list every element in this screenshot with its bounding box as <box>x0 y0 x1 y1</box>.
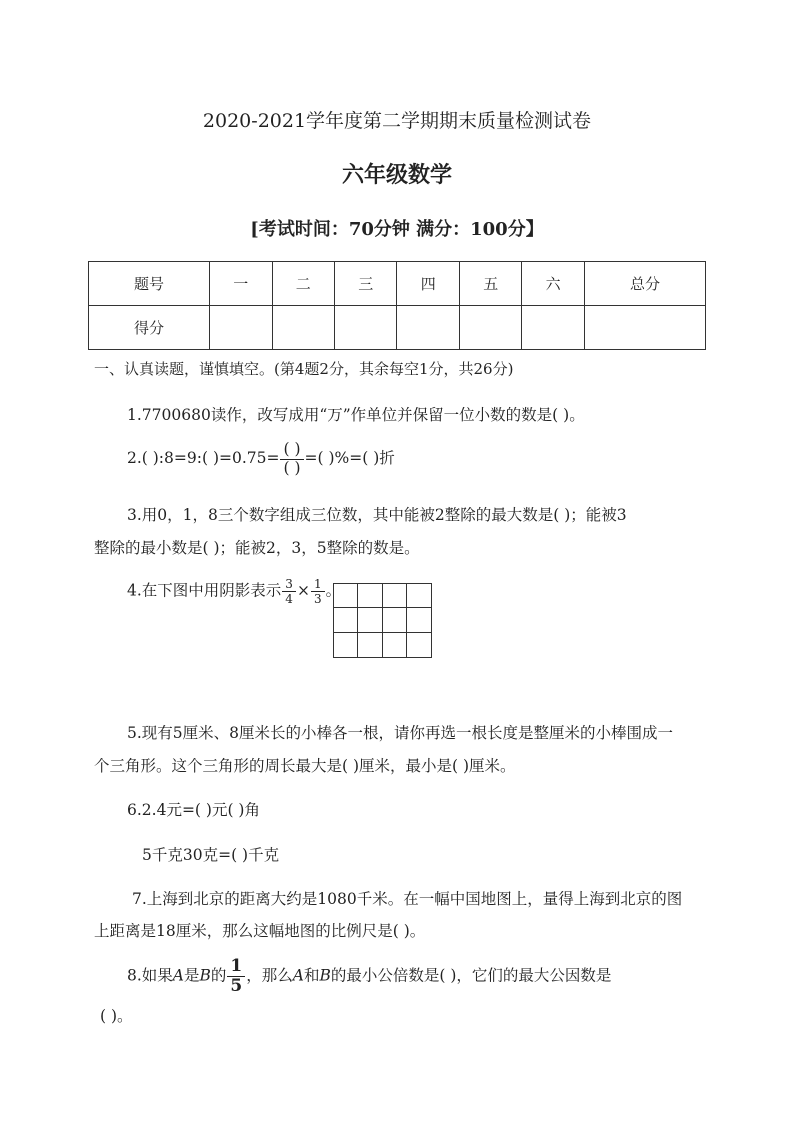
variable-b: B <box>319 966 331 985</box>
fraction <box>311 578 325 605</box>
question-6-line-2: 5千克30克=( )千克 <box>142 846 280 864</box>
table-cell: 六 <box>522 262 584 306</box>
question-4-end: 。 <box>325 581 342 600</box>
grid-cell[interactable] <box>383 633 407 657</box>
fraction-numerator: ( ) <box>280 442 303 460</box>
score-cell[interactable] <box>272 306 334 350</box>
table-cell: 得分 <box>89 306 210 350</box>
grid-cell[interactable] <box>407 608 431 632</box>
table-row <box>89 262 706 306</box>
exam-title: 2020-2021学年度第二学期期末质量检测试卷 <box>202 110 592 132</box>
question-6-line-1: 6.2.4元=( )元( )角 <box>127 801 260 819</box>
subject-title: 六年级数学 <box>341 162 452 188</box>
question-4-text: 4.在下图中用阴影表示 <box>127 581 282 600</box>
grid-cell[interactable] <box>407 633 431 657</box>
grid-cell[interactable] <box>407 584 431 608</box>
shading-grid[interactable] <box>333 583 432 658</box>
question-3-line-2: 整除的最小数是( )；能被2，3，5整除的数是。 <box>94 539 420 557</box>
variable-b: B <box>199 966 211 985</box>
q8-text: ，那么 <box>246 966 293 985</box>
fraction <box>282 578 296 605</box>
grid-cell[interactable] <box>358 608 382 632</box>
question-5-line-1: 5.现有5厘米、8厘米长的小棒各一根，请你再选一根长度是整厘米的小棒围成一 <box>127 724 674 742</box>
fraction-numerator: 1 <box>311 578 325 592</box>
table-cell: 一 <box>210 262 272 306</box>
score-cell[interactable] <box>210 306 272 350</box>
section-heading: 一、认真读题，谨慎填空。(第4题2分，其余每空1分，共26分) <box>94 360 514 378</box>
q8-text: 是 <box>184 966 200 985</box>
fraction-numerator: 1 <box>227 958 245 977</box>
fraction-denominator: 5 <box>230 976 243 996</box>
table-cell: 总分 <box>584 262 705 306</box>
question-4 <box>127 578 341 605</box>
grid-cell[interactable] <box>358 584 382 608</box>
variable-a: A <box>172 966 184 985</box>
table-row <box>89 306 706 350</box>
variable-a: A <box>292 966 304 985</box>
question-7-line-2: 上距离是18厘米，那么这幅地图的比例尺是( )。 <box>94 922 426 940</box>
table-cell: 三 <box>334 262 396 306</box>
question-2-text-b: =( )%=( )折 <box>304 449 395 467</box>
grid-cell[interactable] <box>334 608 358 632</box>
question-2 <box>127 442 395 476</box>
question-5-line-2: 个三角形。这个三角形的周长最大是( )厘米，最小是( )厘米。 <box>94 757 516 775</box>
q8-text: 的最小公倍数是( )，它们的最大公因数是 <box>330 966 612 985</box>
grid-cell[interactable] <box>383 584 407 608</box>
question-1: 1.7700680读作，改写成用“万”作单位并保留一位小数的数是( )。 <box>127 406 585 424</box>
fraction <box>227 958 245 995</box>
grid-cell[interactable] <box>383 608 407 632</box>
exam-info: [考试时间：70分钟 满分：100分】 <box>250 219 544 240</box>
question-2-text-a: 2.( ):8=9:( )=0.75= <box>127 449 280 467</box>
table-cell: 五 <box>459 262 521 306</box>
q8-text: 和 <box>303 966 320 985</box>
table-cell: 四 <box>397 262 459 306</box>
question-3-line-1: 3.用0，1，8三个数字组成三位数，其中能被2整除的最大数是( )；能被3 <box>127 506 627 524</box>
score-table <box>88 261 706 350</box>
score-cell[interactable] <box>459 306 521 350</box>
table-cell: 二 <box>272 262 334 306</box>
score-cell[interactable] <box>334 306 396 350</box>
grid-cell[interactable] <box>358 633 382 657</box>
score-cell[interactable] <box>397 306 459 350</box>
question-8-line-1 <box>127 958 611 995</box>
fraction-denominator: 3 <box>313 592 322 606</box>
fraction-denominator: ( ) <box>283 458 301 477</box>
question-7-line-1: 7.上海到北京的距离大约是1080千米。在一幅中国地图上，量得上海到北京的图 <box>132 890 683 908</box>
question-8-line-2: ( )。 <box>100 1007 133 1025</box>
fraction-numerator: 3 <box>282 578 296 592</box>
fraction-denominator: 4 <box>285 592 293 606</box>
grid-cell[interactable] <box>334 633 358 657</box>
score-cell[interactable] <box>522 306 584 350</box>
grid-cell[interactable] <box>334 584 358 608</box>
table-cell: 题号 <box>89 262 210 306</box>
q8-text: 的 <box>210 966 227 985</box>
times-sign: × <box>296 581 310 600</box>
fraction <box>280 442 303 476</box>
q8-text: 8.如果 <box>127 966 173 985</box>
score-cell[interactable] <box>584 306 705 350</box>
